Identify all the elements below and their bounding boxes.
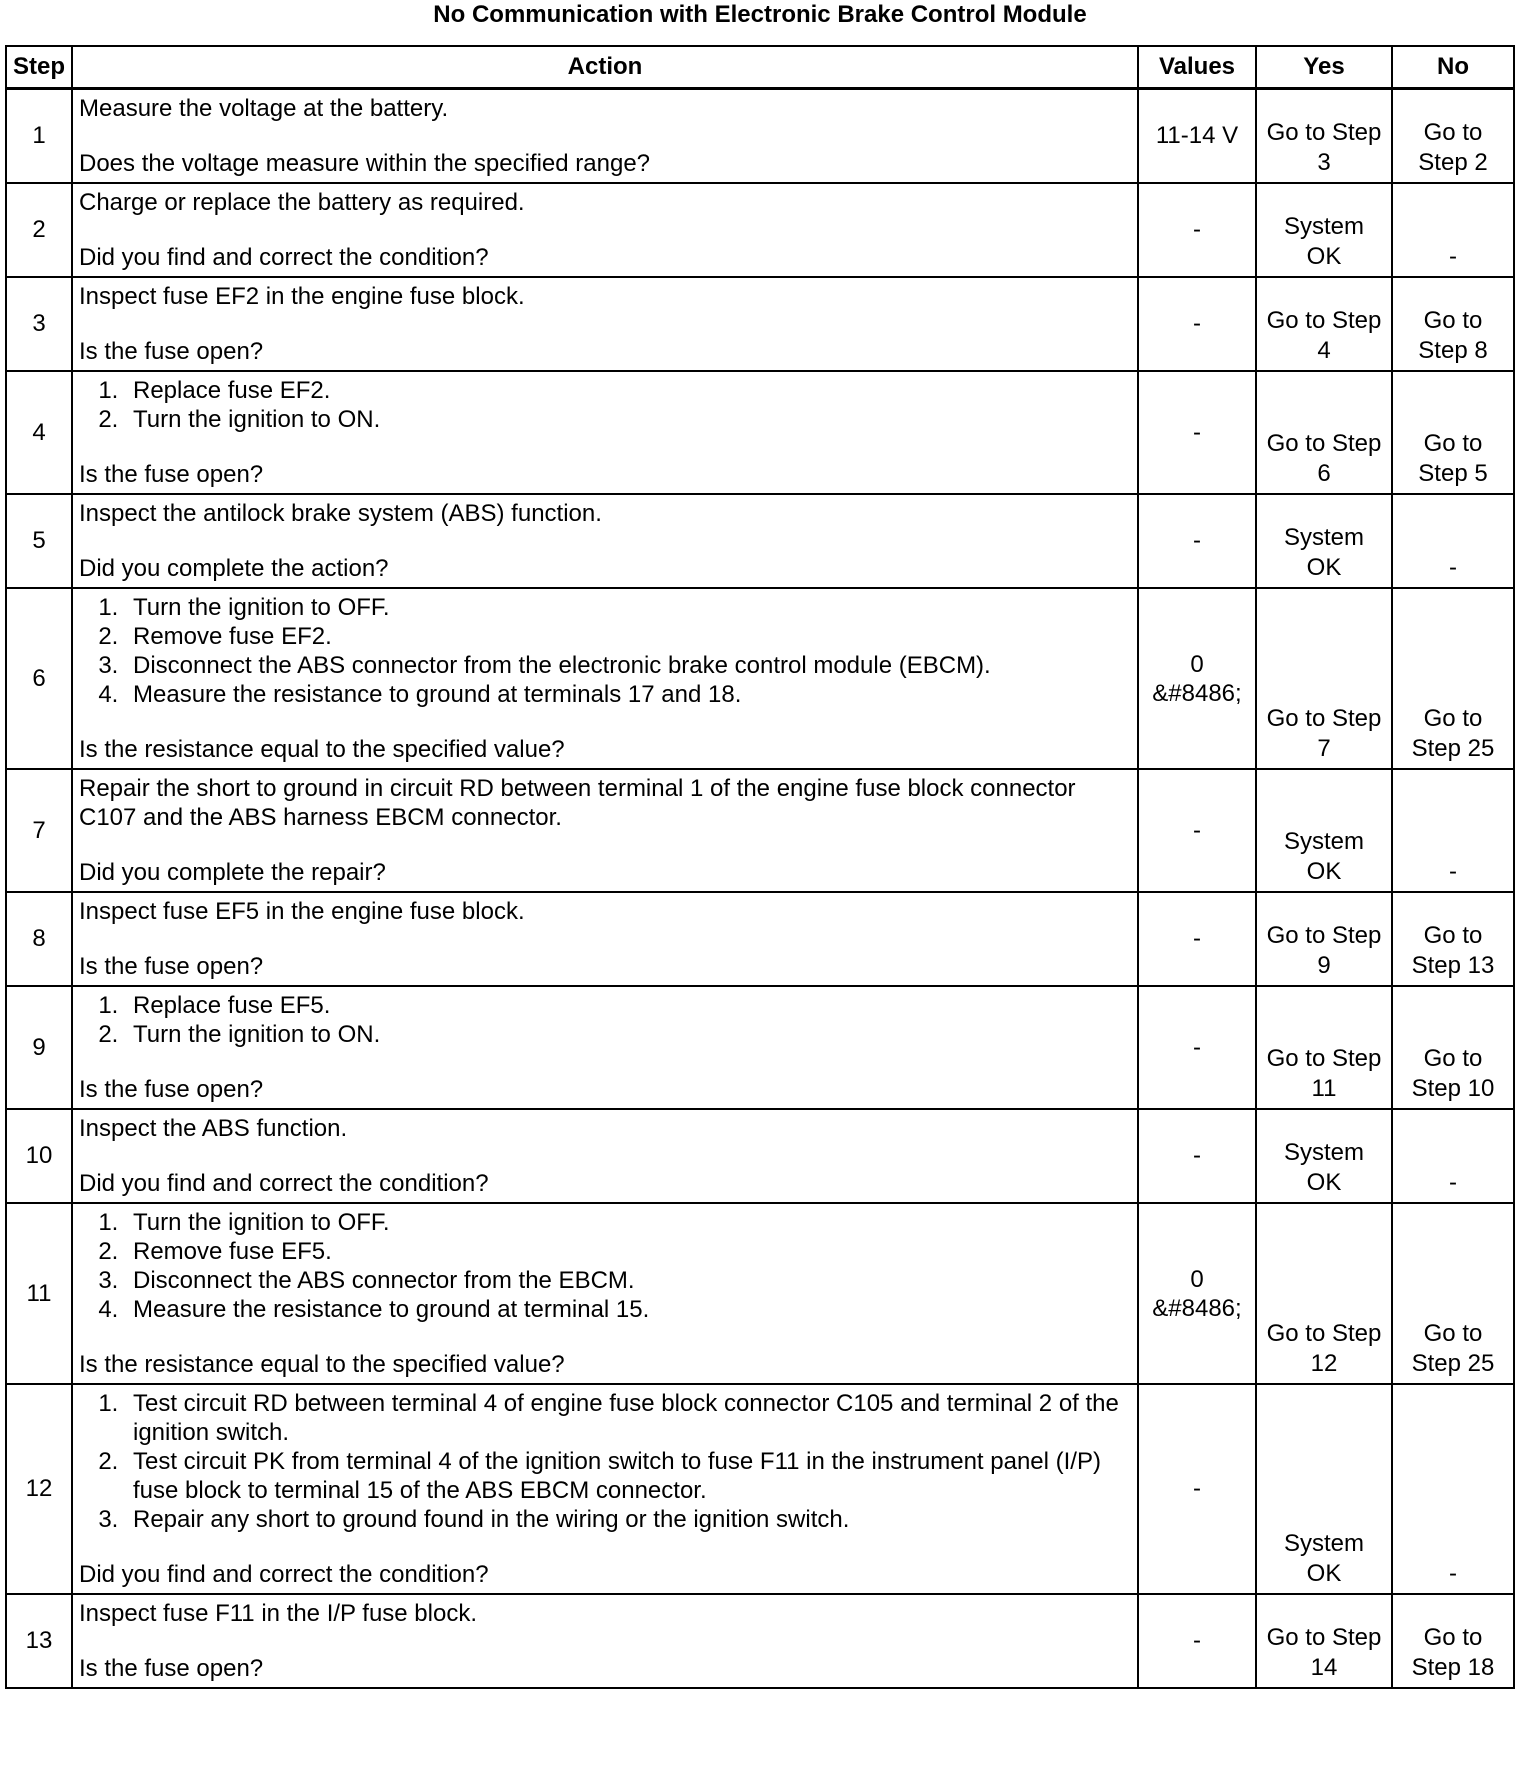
values-cell bbox=[1138, 588, 1256, 769]
yes-line: OK bbox=[1306, 1560, 1342, 1587]
action-cell bbox=[72, 1203, 1138, 1384]
action-cell bbox=[72, 986, 1138, 1109]
values-cell: - bbox=[1138, 892, 1256, 986]
numbered-instructions bbox=[79, 1208, 1131, 1324]
spacer bbox=[79, 1534, 1131, 1560]
table-row bbox=[6, 892, 1514, 986]
numbered-instructions bbox=[79, 593, 1131, 709]
values-cell: - bbox=[1138, 986, 1256, 1109]
values-cell bbox=[1138, 1203, 1256, 1384]
question-text: Is the resistance equal to the specified value? bbox=[79, 1351, 565, 1378]
step-number: 10 bbox=[6, 1109, 72, 1203]
yes-line: System bbox=[1283, 213, 1364, 240]
value-line: &#8486; bbox=[1152, 1294, 1242, 1322]
no-line: Step 18 bbox=[1411, 1654, 1495, 1681]
yes-line: Go to Step bbox=[1266, 119, 1382, 146]
values-cell: - bbox=[1138, 183, 1256, 277]
no-cell bbox=[1392, 1594, 1514, 1688]
step-number: 8 bbox=[6, 892, 72, 986]
yes-line: Go to Step bbox=[1266, 705, 1382, 732]
question-text: Is the fuse open? bbox=[79, 953, 264, 980]
yes-line: System bbox=[1283, 828, 1364, 855]
numbered-item: 1. Turn the ignition to OFF. bbox=[125, 593, 1131, 622]
yes-line: Go to Step bbox=[1266, 307, 1382, 334]
yes-cell bbox=[1256, 371, 1392, 494]
yes-line: 6 bbox=[1317, 460, 1331, 487]
question-text: Did you find and correct the condition? bbox=[79, 1170, 489, 1197]
numbered-item: 1. Turn the ignition to OFF. bbox=[125, 1208, 1131, 1237]
question-text: Is the resistance equal to the specified value? bbox=[79, 736, 565, 763]
step-number: 12 bbox=[6, 1384, 72, 1594]
action-cell bbox=[72, 1109, 1138, 1203]
action-cell bbox=[72, 494, 1138, 588]
numbered-item: 1. Replace fuse EF2. bbox=[125, 376, 1131, 405]
yes-line: 14 bbox=[1310, 1654, 1338, 1681]
step-number: 2 bbox=[6, 183, 72, 277]
yes-line: OK bbox=[1306, 554, 1342, 581]
no-cell bbox=[1392, 769, 1514, 892]
table-row bbox=[6, 277, 1514, 371]
yes-cell bbox=[1256, 494, 1392, 588]
numbered-item: 3. Repair any short to ground found in the wiring or the ignition switch. bbox=[125, 1505, 1131, 1534]
yes-cell bbox=[1256, 1594, 1392, 1688]
no-cell bbox=[1392, 494, 1514, 588]
instruction-text: Inspect fuse EF5 in the engine fuse block. bbox=[79, 898, 525, 925]
table-row bbox=[6, 1109, 1514, 1203]
no-cell bbox=[1392, 986, 1514, 1109]
yes-line: 7 bbox=[1317, 735, 1331, 762]
question-text: Does the voltage measure within the specified range? bbox=[79, 150, 651, 177]
no-line: Step 25 bbox=[1411, 1350, 1495, 1377]
question-text: Did you find and correct the condition? bbox=[79, 1561, 489, 1588]
yes-line: System bbox=[1283, 524, 1364, 551]
spacer bbox=[79, 528, 1131, 554]
step-number: 1 bbox=[6, 89, 72, 184]
yes-line: OK bbox=[1306, 858, 1342, 885]
numbered-item: 1. Test circuit RD between terminal 4 of engine fuse block connector C105 and terminal 2 of the ignition switch. bbox=[125, 1389, 1131, 1447]
table-row bbox=[6, 769, 1514, 892]
instruction-text: Inspect the antilock brake system (ABS) function. bbox=[79, 500, 602, 527]
table-row bbox=[6, 494, 1514, 588]
no-line: Go to bbox=[1423, 922, 1483, 949]
instruction-text: Inspect fuse F11 in the I/P fuse block. bbox=[79, 1600, 478, 1627]
values-cell: - bbox=[1138, 1109, 1256, 1203]
table-header-row bbox=[6, 46, 1514, 89]
step-number: 5 bbox=[6, 494, 72, 588]
step-number: 7 bbox=[6, 769, 72, 892]
numbered-item: 2. Turn the ignition to ON. bbox=[125, 1020, 1131, 1049]
spacer bbox=[79, 1324, 1131, 1350]
spacer bbox=[79, 926, 1131, 952]
yes-line: OK bbox=[1306, 243, 1342, 270]
instruction-text: Inspect the ABS function. bbox=[79, 1115, 348, 1142]
question-text: Did you complete the repair? bbox=[79, 859, 386, 886]
spacer bbox=[79, 1628, 1131, 1654]
action-cell bbox=[72, 1384, 1138, 1594]
question-text: Is the fuse open? bbox=[79, 1655, 264, 1682]
numbered-item: 4. Measure the resistance to ground at terminal 15. bbox=[125, 1295, 1131, 1324]
no-line: Step 25 bbox=[1411, 735, 1495, 762]
yes-cell bbox=[1256, 1109, 1392, 1203]
values-cell: - bbox=[1138, 371, 1256, 494]
yes-line: System bbox=[1283, 1139, 1364, 1166]
values-cell: - bbox=[1138, 1384, 1256, 1594]
action-cell bbox=[72, 892, 1138, 986]
no-cell bbox=[1392, 1109, 1514, 1203]
no-line: Go to bbox=[1423, 307, 1483, 334]
question-text: Did you find and correct the condition? bbox=[79, 244, 489, 271]
table-row bbox=[6, 1594, 1514, 1688]
instruction-text: Inspect fuse EF2 in the engine fuse block. bbox=[79, 283, 525, 310]
yes-line: 11 bbox=[1311, 1075, 1337, 1102]
spacer bbox=[79, 123, 1131, 149]
table-row bbox=[6, 89, 1514, 184]
values-cell: 11-14 V bbox=[1138, 89, 1256, 184]
yes-line: Go to Step bbox=[1266, 430, 1382, 457]
table-row bbox=[6, 371, 1514, 494]
table-row bbox=[6, 183, 1514, 277]
yes-line: Go to Step bbox=[1266, 1045, 1382, 1072]
yes-line: 4 bbox=[1317, 337, 1331, 364]
values-cell: - bbox=[1138, 494, 1256, 588]
spacer bbox=[79, 434, 1131, 460]
step-number: 4 bbox=[6, 371, 72, 494]
no-cell bbox=[1392, 588, 1514, 769]
table-body bbox=[6, 89, 1514, 1689]
no-line: Go to bbox=[1423, 119, 1483, 146]
instruction-text: Measure the voltage at the battery. bbox=[79, 95, 449, 122]
yes-cell bbox=[1256, 183, 1392, 277]
no-line: Step 10 bbox=[1411, 1075, 1495, 1102]
yes-line: OK bbox=[1306, 1169, 1342, 1196]
table-row bbox=[6, 1203, 1514, 1384]
numbered-item: 4. Measure the resistance to ground at terminals 17 and 18. bbox=[125, 680, 1131, 709]
yes-cell bbox=[1256, 588, 1392, 769]
no-cell bbox=[1392, 371, 1514, 494]
header-no: No bbox=[1392, 46, 1514, 89]
no-line: Step 2 bbox=[1418, 149, 1488, 176]
instruction-text: Charge or replace the battery as required. bbox=[79, 189, 525, 216]
yes-line: 3 bbox=[1317, 149, 1331, 176]
numbered-item: 3. Disconnect the ABS connector from the EBCM. bbox=[125, 1266, 1131, 1295]
no-cell bbox=[1392, 183, 1514, 277]
action-cell bbox=[72, 89, 1138, 184]
yes-line: Go to Step bbox=[1266, 922, 1382, 949]
numbered-item: 2. Remove fuse EF5. bbox=[125, 1237, 1131, 1266]
instruction-text: C107 and the ABS harness EBCM connector. bbox=[79, 804, 562, 831]
no-line: Step 8 bbox=[1418, 337, 1488, 364]
action-cell bbox=[72, 371, 1138, 494]
no-line: - bbox=[1449, 1560, 1457, 1587]
value-line: 0 bbox=[1190, 650, 1204, 678]
no-line: Go to bbox=[1423, 1320, 1483, 1347]
yes-cell bbox=[1256, 1203, 1392, 1384]
yes-line: 12 bbox=[1310, 1350, 1338, 1377]
action-cell bbox=[72, 769, 1138, 892]
header-action: Action bbox=[72, 46, 1138, 89]
values-cell: - bbox=[1138, 769, 1256, 892]
no-line: Step 13 bbox=[1411, 952, 1495, 979]
no-cell bbox=[1392, 1384, 1514, 1594]
no-line: Go to bbox=[1423, 1624, 1483, 1651]
page-title: No Communication with Electronic Brake Control Module bbox=[433, 1, 1087, 28]
values-cell: - bbox=[1138, 277, 1256, 371]
spacer bbox=[79, 1143, 1131, 1169]
numbered-item: 3. Disconnect the ABS connector from the electronic brake control module (EBCM). bbox=[125, 651, 1131, 680]
action-cell bbox=[72, 277, 1138, 371]
action-cell bbox=[72, 183, 1138, 277]
no-cell bbox=[1392, 89, 1514, 184]
numbered-item: 1. Replace fuse EF5. bbox=[125, 991, 1131, 1020]
step-number: 9 bbox=[6, 986, 72, 1109]
action-cell bbox=[72, 588, 1138, 769]
yes-cell bbox=[1256, 89, 1392, 184]
yes-cell bbox=[1256, 892, 1392, 986]
table-row bbox=[6, 588, 1514, 769]
step-number: 6 bbox=[6, 588, 72, 769]
question-text: Is the fuse open? bbox=[79, 461, 264, 488]
numbered-item: 2. Remove fuse EF2. bbox=[125, 622, 1131, 651]
spacer bbox=[79, 709, 1131, 735]
no-line: - bbox=[1449, 858, 1457, 885]
value-line: &#8486; bbox=[1152, 679, 1242, 707]
spacer bbox=[79, 311, 1131, 337]
yes-cell bbox=[1256, 277, 1392, 371]
step-number: 13 bbox=[6, 1594, 72, 1688]
spacer bbox=[79, 1049, 1131, 1075]
header-step: Step bbox=[6, 46, 72, 89]
table-row bbox=[6, 986, 1514, 1109]
no-cell bbox=[1392, 892, 1514, 986]
question-text: Is the fuse open? bbox=[79, 338, 264, 365]
step-number: 3 bbox=[6, 277, 72, 371]
yes-line: Go to Step bbox=[1266, 1320, 1382, 1347]
yes-line: Go to Step bbox=[1266, 1624, 1382, 1651]
yes-cell bbox=[1256, 1384, 1392, 1594]
no-line: Go to bbox=[1423, 705, 1483, 732]
step-number: 11 bbox=[6, 1203, 72, 1384]
numbered-item: 2. Test circuit PK from terminal 4 of the ignition switch to fuse F11 in the instrument panel (I/P) fuse block to terminal 15 of the ABS EBCM connector. bbox=[125, 1447, 1131, 1505]
yes-line: 9 bbox=[1317, 952, 1331, 979]
action-cell bbox=[72, 1594, 1138, 1688]
question-text: Is the fuse open? bbox=[79, 1076, 264, 1103]
no-line: - bbox=[1449, 243, 1457, 270]
table-row bbox=[6, 1384, 1514, 1594]
question-text: Did you complete the action? bbox=[79, 555, 389, 582]
header-values: Values bbox=[1138, 46, 1256, 89]
no-line: Go to bbox=[1423, 430, 1483, 457]
diagnostic-table bbox=[5, 45, 1515, 1689]
no-cell bbox=[1392, 277, 1514, 371]
numbered-instructions bbox=[79, 1389, 1131, 1534]
values-cell: - bbox=[1138, 1594, 1256, 1688]
header-yes: Yes bbox=[1256, 46, 1392, 89]
numbered-instructions bbox=[79, 376, 1131, 434]
instruction-text: Repair the short to ground in circuit RD between terminal 1 of the engine fuse block connector bbox=[79, 775, 1076, 802]
yes-cell bbox=[1256, 986, 1392, 1109]
no-cell bbox=[1392, 1203, 1514, 1384]
no-line: Step 5 bbox=[1418, 460, 1488, 487]
value-line: 0 bbox=[1190, 1265, 1204, 1293]
no-line: Go to bbox=[1423, 1045, 1483, 1072]
yes-line: System bbox=[1283, 1530, 1364, 1557]
spacer bbox=[79, 217, 1131, 243]
no-line: - bbox=[1449, 1169, 1457, 1196]
no-line: - bbox=[1449, 554, 1457, 581]
yes-cell bbox=[1256, 769, 1392, 892]
numbered-item: 2. Turn the ignition to ON. bbox=[125, 405, 1131, 434]
numbered-instructions bbox=[79, 991, 1131, 1049]
spacer bbox=[79, 832, 1131, 858]
